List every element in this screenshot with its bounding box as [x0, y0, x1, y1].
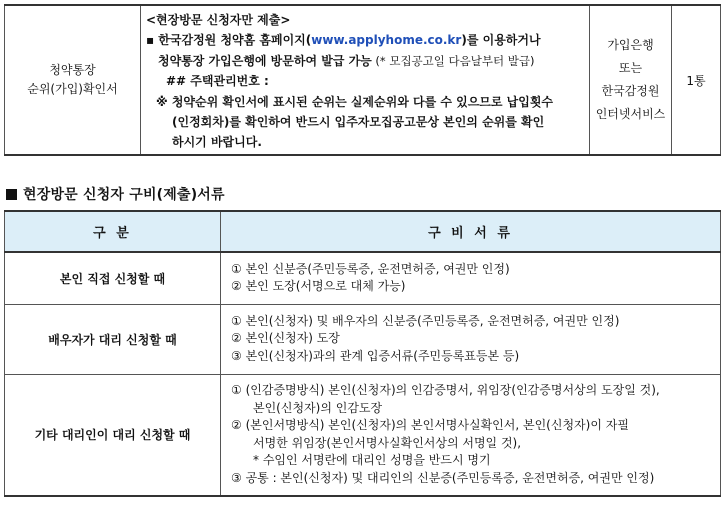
applicant-type: 배우자가 대리 신청할 때	[5, 304, 221, 374]
issuer-line1: 가입은행	[607, 38, 654, 52]
issue-bank-visit: 청약통장 가입은행에 방문하여 발급 가능	[158, 53, 372, 68]
rank-note-line2: (인정회차)를 확인하여 반드시 입주자모집공고문상 본인의 순위를 확인	[172, 115, 545, 130]
rank-note-line1: ※ 청약순위 확인서에 표시된 순위는 실제순위와 다를 수 있으므로 납입횟수	[156, 94, 554, 109]
table-row-spouse	[5, 304, 721, 374]
housing-management-number: ## 주택관리번호 :	[166, 74, 269, 89]
document-name-line1: 청약통장	[49, 63, 96, 77]
list-item: 본인(신청자)의 인감도장	[253, 400, 383, 415]
document-name-cell	[5, 5, 141, 155]
issue-bullet-post: )를 이용하거나	[461, 33, 541, 48]
onsite-documents-table	[4, 210, 721, 497]
document-list	[221, 374, 721, 496]
applyhome-link[interactable]: www.applyhome.co.kr	[311, 33, 462, 48]
table-row-other-agent	[5, 374, 721, 496]
table-row-self	[5, 252, 721, 304]
required-document-table	[4, 4, 721, 156]
list-item: ① 본인(신청자) 및 배우자의 신분증(주민등록증, 운전면허증, 여권만 인정)	[231, 313, 620, 328]
applicant-type: 기타 대리인이 대리 신청할 때	[5, 374, 221, 496]
issue-date-note: (* 모집공고일 다음날부터 발급)	[371, 53, 535, 68]
quantity-cell: 1통	[672, 5, 721, 155]
list-item: ② 본인(신청자) 도장	[231, 331, 340, 346]
issuer-cell	[590, 5, 672, 155]
list-item: * 수임인 서명란에 대리인 성명을 반드시 명기	[253, 453, 491, 468]
header-documents: 구 비 서 류	[221, 211, 721, 252]
list-item: ② 본인 도장(서명으로 대체 가능)	[231, 279, 406, 294]
issuer-line2: 또는	[618, 61, 643, 75]
document-detail-cell	[141, 5, 590, 155]
issue-bullet-line1	[146, 30, 585, 50]
issue-bullet-pre: ▪ 한국감정원 청약홈 홈페이지(	[146, 33, 312, 48]
header-category: 구 분	[5, 211, 221, 252]
issue-bullet-line2	[146, 51, 585, 71]
document-list	[221, 304, 721, 374]
list-item: ② (본인서명방식) 본인(신청자)의 본인서명사실확인서, 본인(신청자)이 자필	[231, 418, 629, 433]
applicant-type: 본인 직접 신청할 때	[5, 252, 221, 304]
list-item: 서명한 위임장(본인서명사실확인서상의 서명일 것),	[253, 435, 522, 450]
list-item: ① 본인 신분증(주민등록증, 운전면허증, 여권만 인정)	[231, 261, 510, 276]
table-header-row	[5, 211, 721, 252]
list-item: ③ 공통 : 본인(신청자) 및 대리인의 신분증(주민등록증, 운전면허증, 여권만 인정)	[231, 470, 655, 485]
list-item: ③ 본인(신청자)과의 관계 입증서류(주민등록표등본 등)	[231, 348, 520, 363]
document-name-line2: 순위(가입)확인서	[27, 82, 118, 96]
document-row	[5, 5, 721, 155]
section-title: 현장방문 신청자 구비(제출)서류	[23, 187, 225, 203]
square-bullet-icon	[6, 189, 17, 200]
issuer-line3: 한국감정원	[601, 84, 660, 98]
section-heading	[6, 184, 225, 204]
rank-note-line3: 하시기 바랍니다.	[172, 135, 262, 150]
onsite-only-header: <현장방문 신청자만 제출>	[146, 13, 291, 27]
issuer-line4: 인터넷서비스	[595, 107, 666, 121]
list-item: ① (인감증명방식) 본인(신청자)의 인감증명서, 위임장(인감증명서상의 도장일 것),	[231, 382, 660, 397]
document-list	[221, 252, 721, 304]
